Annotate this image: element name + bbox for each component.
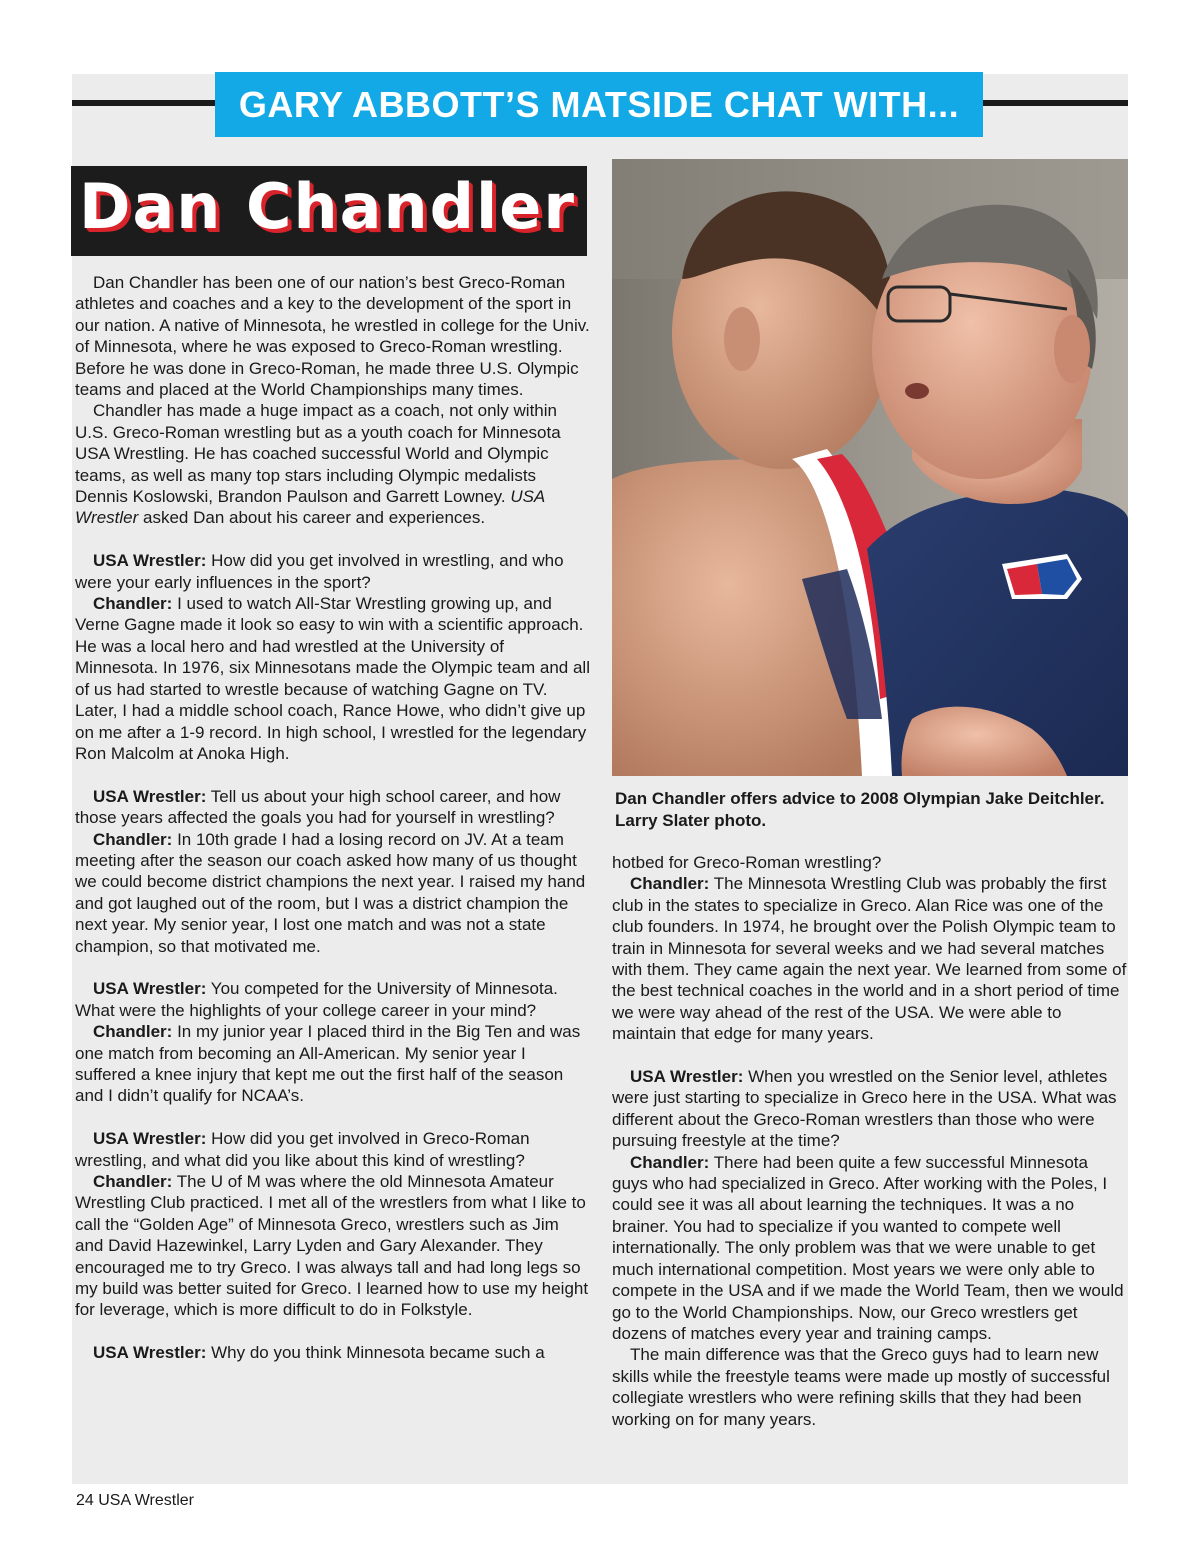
article-column-right [612, 852, 1128, 1430]
question-paragraph: USA Wrestler: When you wrestled on the Senior level, athletes were just starting to specialize in Greco here in the USA. What was different about the Greco-Roman wrestlers than those who were pursuing freestyle at the time? [612, 1067, 1117, 1151]
answer-paragraph: Chandler: I used to watch All-Star Wrestling growing up, and Verne Gagne made it look so easy to win with a scientific approach. He was a local hero and had wrestled at the University of Minnesota. In 1976, six Minnesotans made the Olympic team and all of us had started to wrestle because of watching Gagne on TV. Later, I had a middle school coach, Rance Howe, who didn’t give up on me after a 1-9 record. In high school, I wrestled for the legendary Ron Malcolm at Anoka High. [75, 594, 590, 763]
question-paragraph: USA Wrestler: Why do you think Minnesota became such a [93, 1343, 545, 1363]
answer-paragraph: Chandler: The U of M was where the old Minnesota Amateur Wrestling Club practiced. I met all of the wrestlers from what I like to call the “Golden Age” of Minnesota Greco, wrestlers such as Jim and David Hazewinkel, Larry Lyden and Gary Alexander. They encouraged me to try Greco. I was always tall and had long legs so my build was better suited for Greco. I learned how to use my height for leverage, which is more difficult to do in Folkstyle. [75, 1172, 589, 1320]
question-continuation: hotbed for Greco-Roman wrestling? [612, 853, 882, 872]
question-paragraph: USA Wrestler: You competed for the University of Minnesota. What were the highlights of your college career in your mind? [75, 979, 558, 1020]
banner-title: GARY ABBOTT’S MATSIDE CHAT WITH... [238, 83, 960, 125]
photo-caption: Dan Chandler offers advice to 2008 Olympian Jake Deitchler. Larry Slater photo. [615, 789, 1105, 830]
question-paragraph: USA Wrestler: How did you get involved in wrestling, and who were your early influences in the sport? [75, 551, 564, 592]
article-column-left [75, 272, 590, 1364]
article-title-box [71, 166, 587, 256]
article-photo [612, 159, 1128, 776]
answer-paragraph: The main difference was that the Greco guys had to learn new skills while the freestyle teams were made up mostly of successful collegiate wrestlers who were refining skills that they had been working on for many years. [612, 1345, 1110, 1429]
question-paragraph: USA Wrestler: Tell us about your high school career, and how those years affected the goals you had for yourself in wrestling? [75, 786, 561, 828]
answer-paragraph: Chandler: In my junior year I placed third in the Big Ten and was one match from becoming an All-American. My senior year I suffered a knee injury that kept me out the first half of the season and I didn’t qualify for NCAA’s. [75, 1022, 581, 1106]
question-paragraph: USA Wrestler: How did you get involved in Greco-Roman wrestling, and what did you like about this kind of wrestling? [75, 1129, 530, 1170]
intro-paragraph: Dan Chandler has been one of our nation’s best Greco-Roman athletes and coaches and a key to the development of the sport in our nation. A native of Minnesota, he wrestled in college for the Univ. of Minnesota, where he was exposed to Greco-Roman wrestling. Before he was done in Greco-Roman, he made three U.S. Olympic teams and placed at the World Championships many times. [75, 273, 590, 400]
page-footer: 24 USA Wrestler [76, 1492, 194, 1509]
header-rule-right [981, 100, 1128, 106]
section-banner [215, 72, 983, 137]
answer-paragraph: Chandler: The Minnesota Wrestling Club was probably the first club in the states to specialize in Greco. Alan Rice was one of the club founders. In 1974, he brought over the Polish Olympic team to train in Minnesota for several weeks and we had several matches with them. They came again the next year. We learned from some of the best technical coaches in the world and in a short period of time we were way ahead of the rest of the USA. We were able to maintain that edge for many years. [612, 874, 1127, 1044]
answer-paragraph: Chandler: There had been quite a few successful Minnesota guys who had specialized in Greco. After working with the Poles, I could see it was all about learning the techniques. It was a no brainer. You had to specialize if you wanted to compete well internationally. The only problem was that we were unable to get much international competition. Most years we were only able to compete in the USA and if we made the World Team, then we would go to the World Championships. Now, our Greco wrestlers get dozens of matches every year and training camps. [612, 1152, 1124, 1343]
article-title: Dan Chandler [79, 170, 576, 243]
answer-paragraph: Chandler: In 10th grade I had a losing record on JV. At a team meeting after the season our coach asked how many of us thought we could become district champions the next year. I raised my hand and got laughed out of the room, but I was a district champion the next year. My senior year, I lost one match and was not a state champion, so that motivated me. [75, 829, 586, 956]
intro-paragraph: Chandler has made a huge impact as a coach, not only within U.S. Greco-Roman wrestling but as a youth coach for Minnesota USA Wrestling. He has coached successful World and Olympic teams, as well as many top stars including Olympic medalists Dennis Koslowski, Brandon Paulson and Garrett Lowney. USA Wrestler asked Dan about his career and experiences. [75, 401, 561, 528]
header-rule-left [72, 100, 217, 106]
